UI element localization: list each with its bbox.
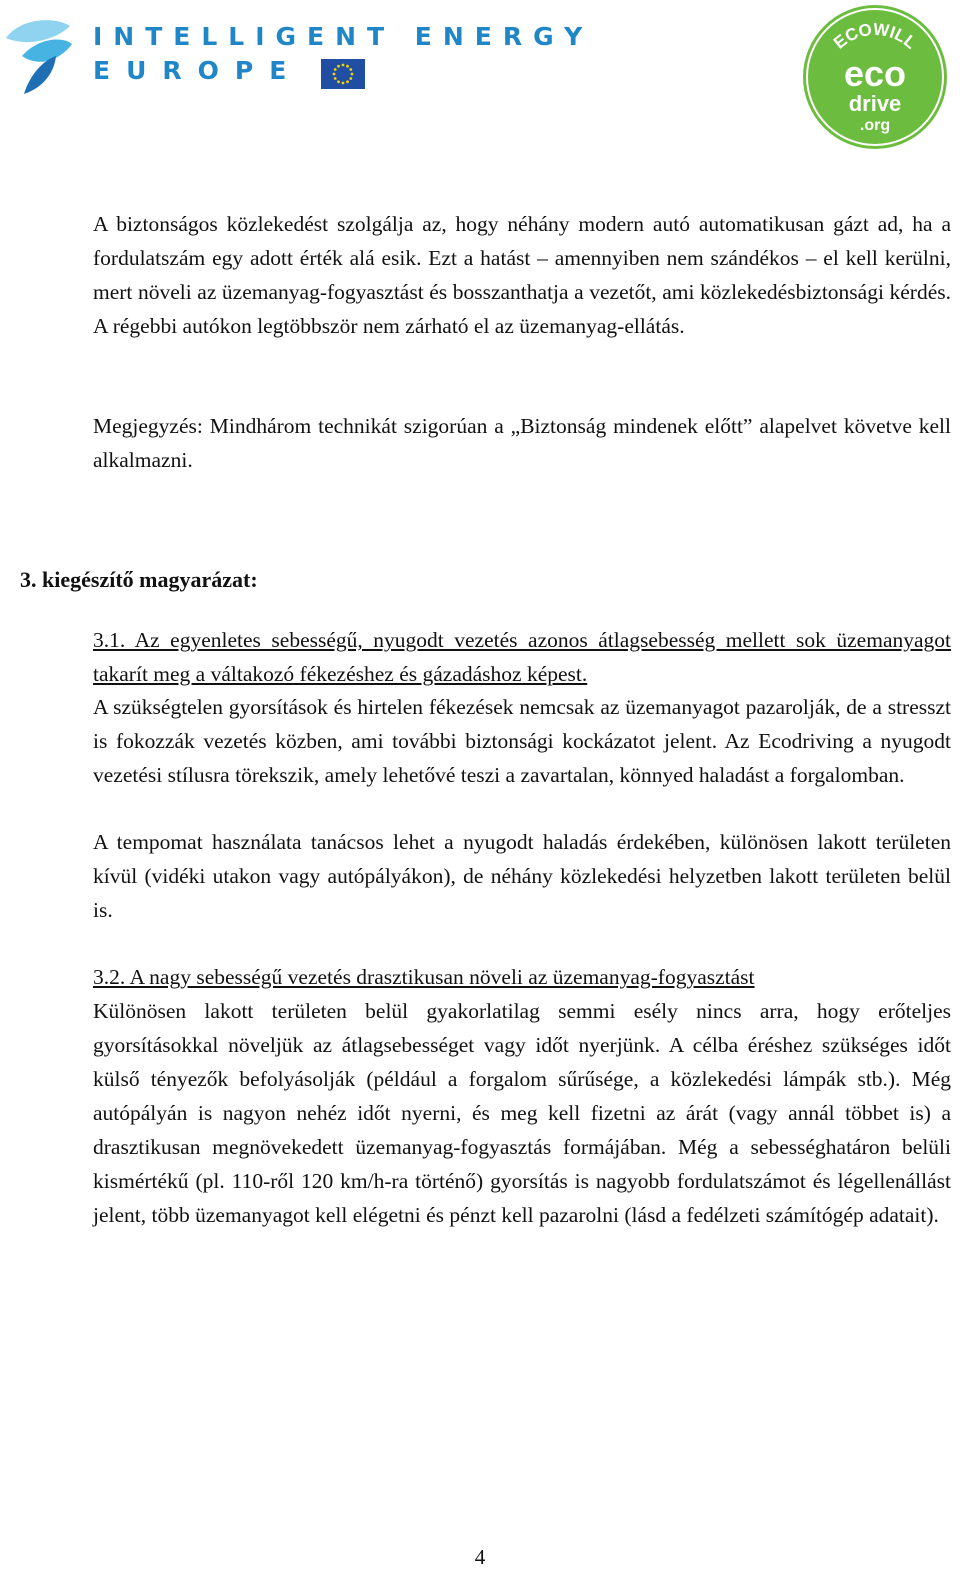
intelligent-energy-title: INTELLIGENT ENERGY — [93, 22, 594, 51]
eu-flag-icon — [321, 59, 365, 89]
org-text: .org — [859, 117, 891, 134]
subsection-3-1-paragraph-1: A szükségtelen gyorsítások és hirtelen fékezések nemcsak az üzemanyagot pazarolják, de a stresszt is fokozzák vezetés közben, ami további biztonsági kockázatot jelent. Az Ecodriving a nyugodt vezetési stílusra törekszik, amely lehetővé teszi a zavartalan, könnyed haladást a forgalomban. — [93, 695, 951, 787]
section-heading: 3. kiegészítő magyarázat: — [20, 567, 258, 592]
subsection-3-2-title — [93, 960, 951, 994]
subsection-3-1-title-text: 3.1. Az egyenletes sebességű, nyugodt vezetés azonos átlagsebesség mellett sok üzemanyagot takarít meg a váltakozó fékezéshez és gázadáshoz képest. — [93, 628, 951, 686]
subsection-3-2-paragraph: Különösen lakott területen belül gyakorlatilag semmi esély nincs arra, hogy erőteljes gyorsításokkal növeljük az átlagsebességet vagy időt nyerjünk. A célba éréshez szükséges időt külső tényezők befolyásolják (például a forgalom sűrűsége, a közlekedési lámpák stb.). Még autópályán is nagyon nehéz időt nyerni, és meg kell fizetni az árát (vagy annál többet is) a drasztikusan megnövekedett üzemanyag-fogyasztás formájában. Még a sebességhatáron belüli kismértékű (pl. 110-ről 120 km/h-ra történő) gyorsítás is nagyobb fordulatszámot és légellenállást jelent, több üzemanyagot kell elégetni és pénzt kell pazarolni (lásd a fedélzeti számítógép adatait). — [93, 999, 951, 1227]
ecowill-text: ECOWILL — [830, 19, 920, 53]
subsection-3-2-title-text: 3.2. A nagy sebességű vezetés drasztikusan növeli az üzemanyag-fogyasztást — [93, 965, 755, 989]
drive-text: drive — [848, 91, 902, 116]
europe-title: EUROPE — [93, 56, 303, 85]
page-number: 4 — [474, 1545, 486, 1569]
paragraph-throttle: A biztonságos közlekedést szolgálja az, hogy néhány modern autó automatikusan gázt ad, ha a fordulatszám egy adott érték alá esik. Ezt a hatást – amennyiben nem szándékos – el kell kerülni, mert növeli az üzemanyag-fogyasztást és bosszanthatja a vezetőt, ami közlekedésbiztonsági kérdés. A régebbi autókon legtöbbször nem zárható el az üzemanyag-ellátás. — [93, 212, 951, 338]
intelligent-energy-logo-icon — [0, 8, 80, 98]
eco-text: eco — [843, 53, 907, 94]
ecodrive-logo-icon — [800, 2, 950, 152]
paragraph-note: Megjegyzés: Mindhárom technikát szigorúan a „Biztonság mindenek előtt” alapelvet követve kell alkalmazni. — [93, 414, 951, 472]
subsection-3-1-title — [93, 623, 951, 691]
subsection-3-1-paragraph-2: A tempomat használata tanácsos lehet a nyugodt haladás érdekében, különösen lakott területen kívül (vidéki utakon vagy autópályákon), de néhány közlekedési helyzetben lakott területen belül is. — [93, 830, 951, 922]
